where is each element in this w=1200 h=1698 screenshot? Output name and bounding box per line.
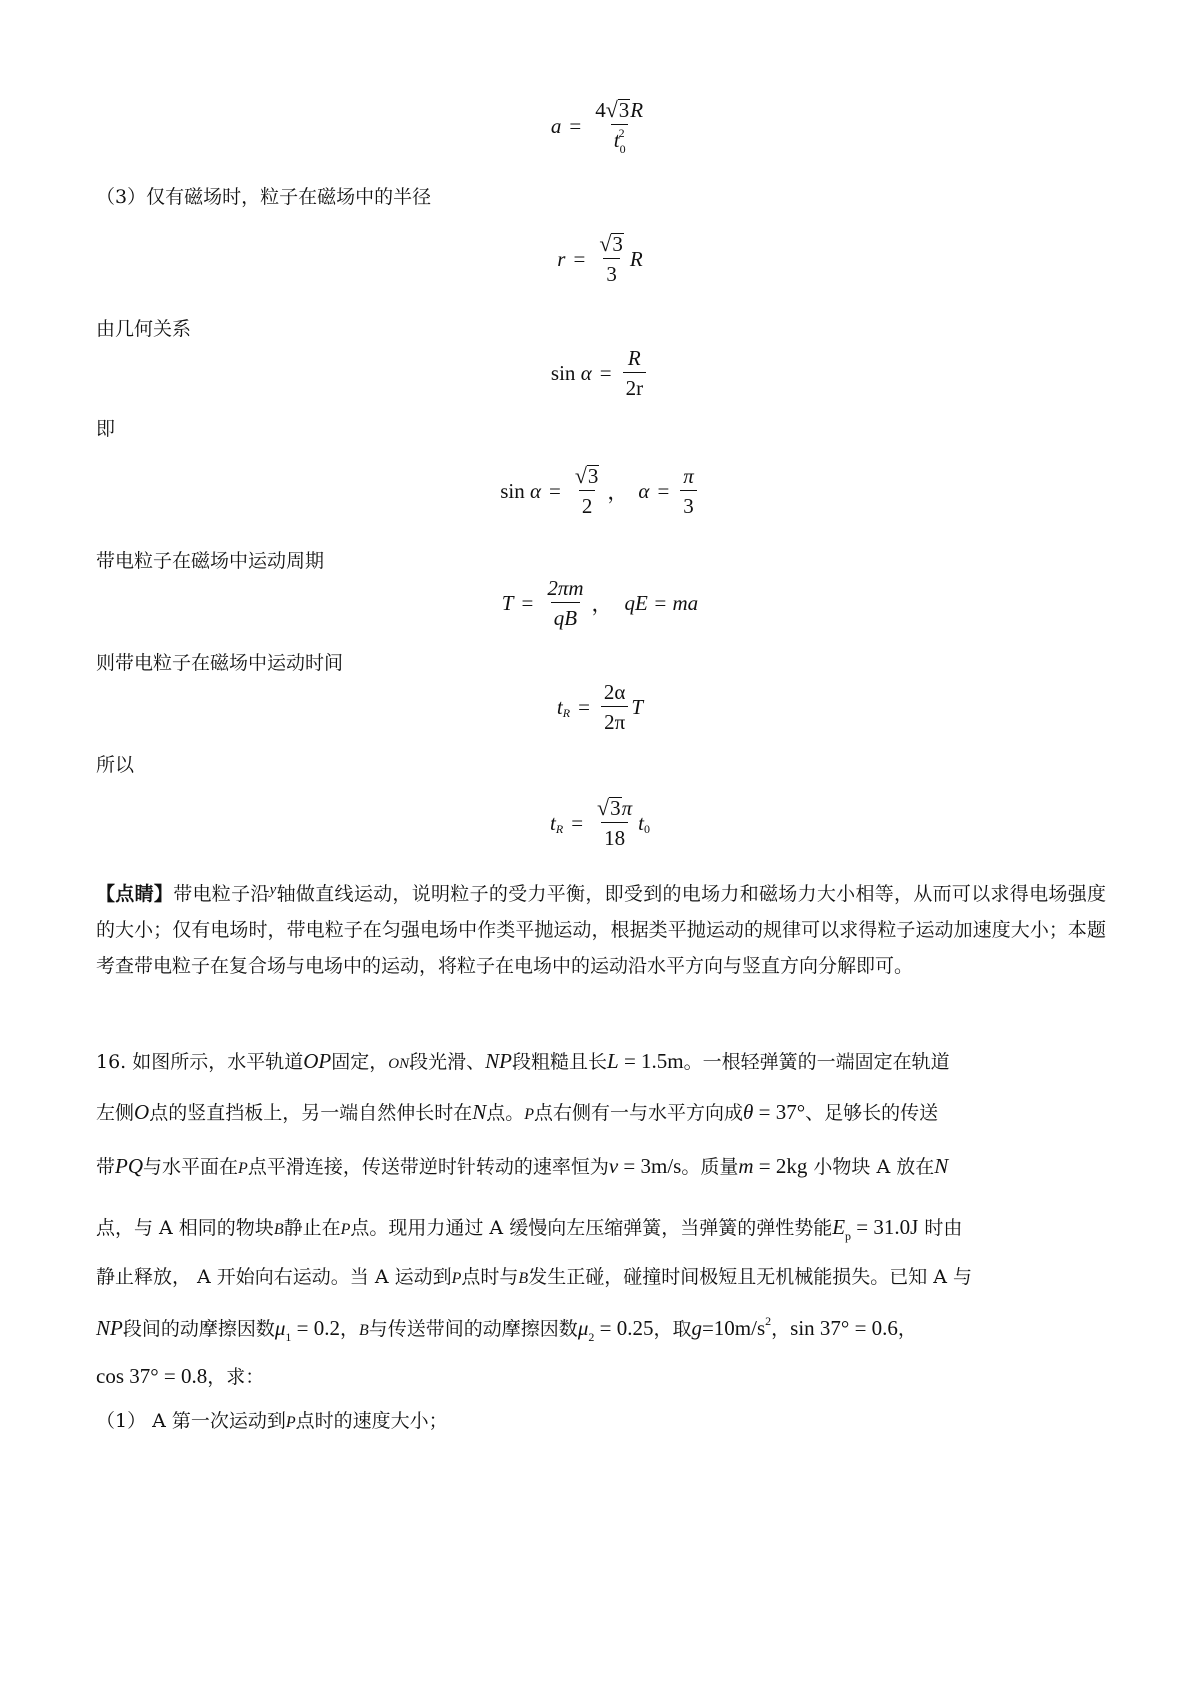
q16-val-g: =10m/s — [701, 1316, 766, 1340]
eq-sin2-lhs: sin — [500, 478, 525, 503]
eq-sin1-equals: = — [599, 360, 612, 385]
eq-T-den: qB — [551, 602, 580, 630]
eq-a-equals: = — [569, 114, 582, 138]
q16-line-1 — [96, 1047, 1106, 1074]
q16-var-NP: NP — [96, 1316, 123, 1340]
q16-text: 点时与 — [461, 1266, 519, 1288]
equation-sin-alpha — [0, 346, 1200, 400]
q16-var-v: v — [608, 1154, 619, 1178]
eq-sin2-den2: 3 — [680, 490, 697, 518]
q16-val-theta: = 37° — [753, 1100, 806, 1124]
eq-tR2-equals: = — [571, 810, 584, 835]
equation-time — [0, 680, 1200, 734]
q16-text: （1） A 第一次运动到 — [96, 1410, 286, 1432]
eq-T-fraction — [544, 576, 586, 630]
q16-var-N: N — [472, 1100, 487, 1124]
q16-line-5 — [96, 1262, 1106, 1289]
q16-var-N: N — [934, 1154, 949, 1178]
eq-sin1-fraction — [623, 346, 647, 400]
q16-var-P: P — [524, 1106, 535, 1123]
q16-text: 带 — [96, 1156, 116, 1178]
sqrt-symbol: √ 3 — [597, 795, 621, 820]
q16-sub-p: p — [845, 1229, 852, 1243]
q16-var-ON: ON — [388, 1056, 410, 1072]
eq-a-sub0: 0 — [619, 142, 626, 156]
q16-text: ， — [340, 1318, 360, 1340]
eq-r-equals: = — [573, 246, 586, 271]
q16-line-2 — [96, 1098, 1106, 1125]
q16-text: 与水平面在 — [143, 1156, 239, 1178]
q16-line-3 — [96, 1152, 1106, 1179]
q16-sup-2: 2 — [765, 1314, 772, 1328]
eq-tR2-fraction — [594, 796, 635, 850]
q16-var-O: O — [134, 1100, 150, 1124]
q16-text: 时由 — [918, 1217, 963, 1239]
eq-tR-sub: R — [562, 705, 571, 720]
eq-tR2-radicand: 3 — [610, 796, 621, 820]
q16-sub-2: 2 — [588, 1330, 595, 1344]
eq-r-fraction — [596, 232, 627, 286]
eq-r-tail: R — [629, 246, 643, 271]
eq-tR2-lhs: t — [550, 810, 556, 835]
eq-T-equals: = — [521, 590, 534, 615]
eq-a-coef: 4 — [595, 98, 606, 122]
eq-sin2-alpha2: α — [638, 478, 650, 503]
q16-text: 发生正碰，碰撞时间极短且无机械能损失。已知 A 与 — [528, 1266, 972, 1288]
comment-var-y: y — [269, 882, 277, 898]
q16-text: ，取 — [653, 1318, 692, 1340]
ji-text: 即 — [96, 418, 116, 440]
eq-a-t: t — [613, 128, 620, 152]
q16-var-P: P — [451, 1270, 462, 1287]
q16-var-P: P — [340, 1221, 351, 1238]
q16-val-v: = 3m/s — [618, 1154, 682, 1178]
q16-text: 点时的速度大小； — [295, 1410, 448, 1432]
q16-text: 点，与 A 相同的物块 — [96, 1217, 274, 1239]
q16-var-m: m — [738, 1154, 754, 1178]
eq-T-rhs2: qE = ma — [624, 590, 699, 615]
eq-T-num: 2πm — [547, 576, 584, 600]
eq-sin2-den: 2 — [579, 490, 596, 518]
q16-val-Ep: = 31.0J — [851, 1215, 919, 1239]
q16-var-P: P — [285, 1414, 296, 1431]
comment-part2: 轴做直线运动，说明粒子的受力平衡，即受到的电场力和磁场力大小相等，从而可以求得电场强度的大小；仅有电场时，带电粒子在匀强电场中作类平抛运动，根据类平抛运动的规律可以求得粒子运动加速度大小；本题考查带电粒子在复合场与电场中的运动，将粒子在电场中的运动沿水平方向与竖直方向分解即可。 — [96, 883, 1106, 977]
q16-text: 段粗糙且长 — [511, 1051, 607, 1073]
equation-period — [0, 576, 1200, 630]
q16-text: 、足够长的传送 — [805, 1102, 939, 1124]
eq-tR2-den: 18 — [601, 822, 628, 850]
equation-sin-alpha-value — [0, 464, 1200, 518]
eq-tR-lhs: t — [556, 694, 563, 719]
q16-text: 点右侧有一与水平方向成 — [534, 1102, 744, 1124]
q16-var-B: B — [359, 1322, 369, 1339]
comment-part1: 带电粒子沿 — [173, 883, 270, 905]
eq-a-R: R — [630, 98, 644, 122]
equation-time-result — [0, 796, 1200, 850]
q16-text: ， — [897, 1318, 917, 1340]
eq-r-lhs: r — [557, 246, 566, 271]
q16-text: 静止释放， A 开始向右运动。当 A 运动到 — [96, 1266, 452, 1288]
q16-text: 静止在 — [283, 1217, 341, 1239]
q16-var-mu: μ — [577, 1316, 589, 1340]
q16-text: ，求： — [207, 1366, 265, 1388]
suoyi-text: 所以 — [96, 754, 135, 776]
q16-var-theta: θ — [743, 1100, 754, 1124]
q16-text: 左侧 — [96, 1102, 135, 1124]
q16-val-sin37: sin 37° = 0.6 — [790, 1316, 898, 1340]
eq-tR-equals: = — [578, 694, 590, 719]
eq-r-radicand: 3 — [612, 232, 623, 256]
eq-sin2-equals2: = — [657, 478, 670, 503]
eq-sin1-lhs: sin — [550, 360, 576, 385]
q16-text: 点。现用力通过 A 缓慢向左压缩弹簧，当弹簧的弹性势能 — [350, 1217, 833, 1239]
q16-val-mu2: = 0.25 — [594, 1316, 654, 1340]
eq-sin1-alpha: α — [580, 360, 592, 385]
eq-sin1-den: 2r — [623, 372, 647, 400]
q16-val-L: = 1.5m — [618, 1049, 684, 1073]
eq-tR2-tail: t — [638, 810, 644, 835]
equation-radius — [0, 232, 1200, 286]
q16-var-B: B — [273, 1221, 284, 1238]
q16-sub-1: 1 — [285, 1330, 292, 1344]
eq-sin2-num2: π — [683, 464, 694, 488]
q16-var-g: g — [691, 1316, 702, 1340]
eq-sin2-radicand: 3 — [587, 464, 599, 488]
eq-sin2-fraction2 — [680, 464, 697, 518]
q16-text: 段间的动摩擦因数 — [122, 1318, 275, 1340]
eq-T-lhs: T — [501, 590, 514, 615]
q16-var-B: B — [518, 1270, 529, 1287]
q16-var-P: P — [238, 1160, 248, 1177]
q16-text: 。一根轻弹簧的一端固定在轨道 — [683, 1051, 950, 1073]
eq-sin2-alpha: α — [529, 478, 541, 503]
q16-var-L: L — [607, 1049, 619, 1073]
geometry-text: 由几何关系 — [96, 318, 192, 340]
eq-a-sup2: 2 — [618, 126, 625, 140]
comment-tag: 【点睛】 — [96, 883, 174, 905]
q16-subquestion-1 — [96, 1406, 1106, 1433]
q16-text: 固定， — [331, 1051, 389, 1073]
eq-tR2-tail-sub: 0 — [643, 821, 650, 836]
eq-tR-tail: T — [631, 694, 644, 719]
q16-val-m: = 2kg — [753, 1154, 808, 1178]
time-text: 则带电粒子在磁场中运动时间 — [96, 652, 344, 674]
eq-tR-num: 2α — [603, 680, 626, 704]
q16-text: 16. 如图所示，水平轨道 — [96, 1051, 304, 1073]
eq-a-fraction — [592, 98, 646, 155]
q16-text: 点的竖直挡板上，另一端自然伸长时在 — [149, 1102, 473, 1124]
eq-tR-fraction — [601, 680, 629, 734]
sqrt-symbol: √ 3 — [574, 463, 599, 488]
q16-line-6 — [96, 1314, 1106, 1344]
q16-var-NP: NP — [485, 1049, 512, 1073]
q16-text: 点平滑连接，传送带逆时针转动的速率恒为 — [247, 1156, 609, 1178]
q16-text: 点。 — [486, 1102, 525, 1124]
q16-text: ， — [771, 1318, 791, 1340]
comment-paragraph — [96, 872, 1106, 984]
eq-tR2-sub: R — [555, 821, 564, 836]
q16-var-mu: μ — [274, 1316, 286, 1340]
q16-var-E: E — [832, 1215, 846, 1239]
q16-line-4 — [96, 1213, 1106, 1243]
equation-acceleration — [0, 98, 1200, 155]
sqrt-symbol: √ 3 — [599, 231, 623, 256]
q16-var-PQ: PQ — [115, 1154, 144, 1178]
q16-text: 段光滑、 — [409, 1051, 486, 1073]
eq-sin2-fraction — [572, 464, 603, 518]
q16-val-mu1: = 0.2 — [291, 1316, 340, 1340]
eq-tR2-pi: π — [621, 796, 633, 820]
step3-text: （3）仅有磁场时，粒子在磁场中的半径 — [96, 186, 432, 208]
q16-text: 与传送带间的动摩擦因数 — [368, 1318, 578, 1340]
eq-tR-den: 2π — [601, 706, 628, 734]
eq-a-radicand: 3 — [618, 98, 630, 122]
period-text: 带电粒子在磁场中运动周期 — [96, 550, 325, 572]
q16-text: 小物块 A 放在 — [807, 1156, 935, 1178]
q16-line-7 — [96, 1362, 1106, 1389]
q16-val-cos37: cos 37° = 0.8 — [96, 1364, 208, 1388]
q16-var-OP: OP — [303, 1049, 332, 1073]
eq-a-lhs: a — [550, 114, 562, 138]
q16-text: 。质量 — [681, 1156, 739, 1178]
eq-sin2-equals: = — [548, 478, 561, 503]
sqrt-symbol: √ 3 — [605, 97, 630, 122]
eq-sin2-sep: ， — [607, 480, 629, 504]
eq-r-den: 3 — [603, 258, 620, 286]
eq-sin1-num: R — [627, 346, 641, 370]
eq-T-sep: ， — [591, 592, 613, 616]
